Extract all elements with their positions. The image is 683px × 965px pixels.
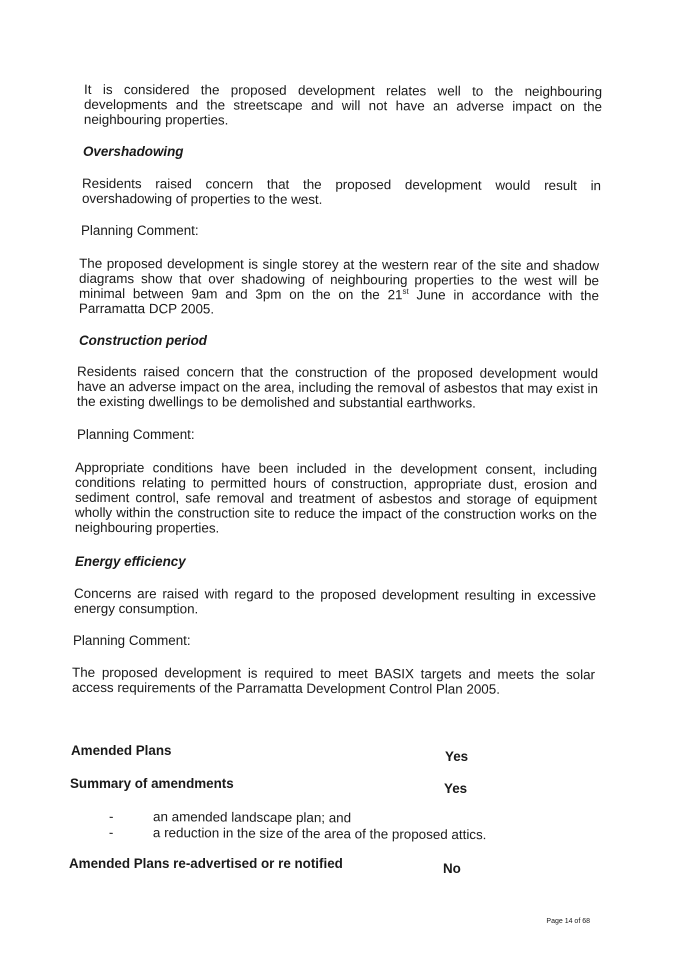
list-item [109,825,487,843]
comment-text-post: June in accordance with the Parramatta DCP 2005. [78,287,600,317]
paragraph-energy-concern: Concerns are raised with regard to the proposed development resulting in excessive energy consumption. [73,585,597,617]
summary-of-amendments-value: Yes [444,781,468,796]
paragraph-overshadowing-comment [79,256,599,318]
ordinal-suffix: st [402,286,409,296]
paragraph-construction-comment: Appropriate conditions have been included in the development consent, including conditions relating to permitted hours of construction, appropriate dust, erosion and sediment control, safe removal and treatment of asbestos and storage of equipment wholly within the construction site to reduce the impact of the construction works on the neighbouring properties. [74,459,598,536]
comment-text-pre: The proposed development is single storey at the western rear of the site and shadow diagrams show that over shadowing of neighbouring properties to the west will be minimal between 9am and 3pm on the on the 21 [78,255,600,303]
list-item-text: an amended landscape plan; and [153,809,352,826]
planning-comment-label: Planning Comment: [77,427,195,442]
bullet-dash: - [109,808,114,824]
heading-overshadowing: Overshadowing [83,144,184,159]
heading-energy-efficiency: Energy efficiency [75,554,186,569]
bullet-dash: - [108,824,114,840]
page-number: Page 14 of 68 [546,918,590,925]
readvertised-label: Amended Plans re-advertised or re notified [69,856,343,871]
planning-comment-label: Planning Comment: [81,223,199,238]
planning-comment-label: Planning Comment: [73,633,191,648]
heading-construction-period: Construction period [79,333,207,348]
paragraph-construction-concern: Residents raised concern that the construction of the proposed development would have an adverse impact on the area, including the removal of asbestos that may exist in the existing dwellings to be demolished and substantial earthworks. [76,363,599,411]
paragraph-energy-comment: The proposed development is required to meet BASIX targets and meets the solar access requirements of the Parramatta Development Control Plan 2005. [71,664,596,697]
summary-of-amendments-label: Summary of amendments [70,776,234,791]
amendments-list [109,809,487,843]
list-item-text: a reduction in the size of the area of the proposed attics. [152,825,487,843]
amended-plans-label: Amended Plans [71,743,172,758]
paragraph-overshadowing-concern: Residents raised concern that the proposed development would result in overshadowing of properties to the west. [81,175,602,207]
readvertised-value: No [443,861,461,876]
paragraph-streetscape: It is considered the proposed development relates well to the neighbouring developments and the streetscape and will not have an adverse impact on the neighbouring properties. [83,81,603,128]
amended-plans-value: Yes [445,749,469,764]
